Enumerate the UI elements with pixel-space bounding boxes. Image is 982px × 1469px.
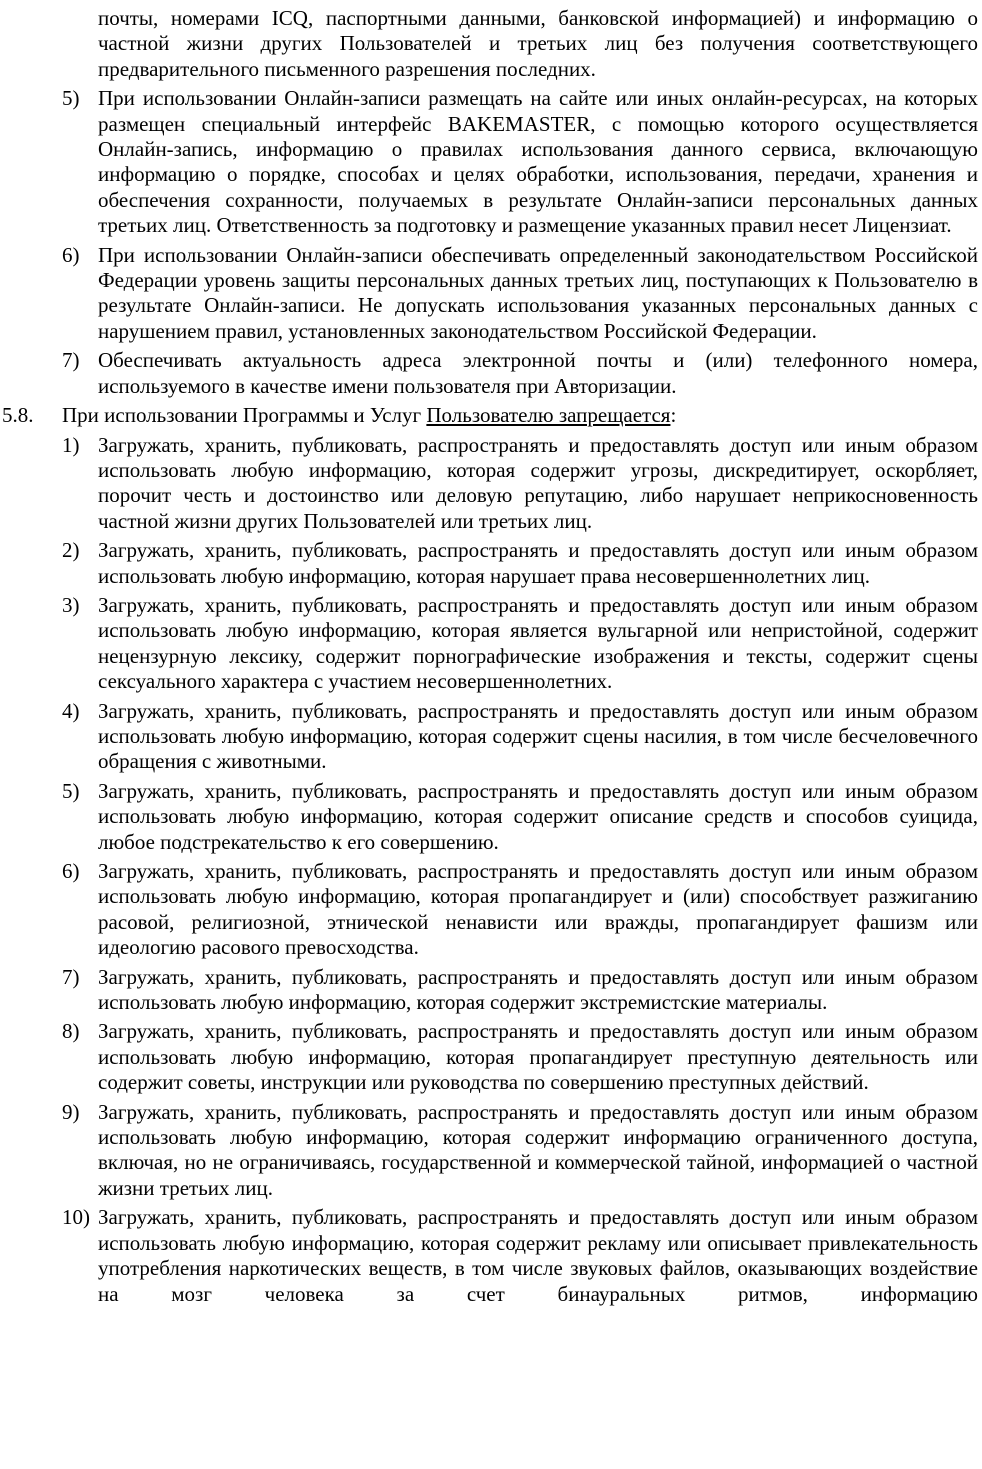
section-text-underlined: Пользователю запрещается [426, 403, 671, 428]
prohibited-item-10 [0, 1205, 978, 1307]
list-item-marker: 7) [62, 964, 80, 989]
list-item-upper-7 [0, 348, 978, 399]
prohibited-item-5 [0, 779, 978, 855]
list-item-text: Загружать, хранить, публиковать, распространять и предоставлять доступ или иным образом использовать любую информацию, которая содержит информацию ограниченного доступа, включая, но не ограничиваясь, государственной и коммерческой тайной, информацией о частной жизни третьих лиц. [98, 1099, 978, 1200]
list-item-marker: 6) [62, 242, 80, 267]
list-item-text: Загружать, хранить, публиковать, распространять и предоставлять доступ или иным образом использовать любую информацию, которая содержит экстремистские материалы. [98, 964, 978, 1015]
prohibited-item-3 [0, 593, 978, 695]
list-item-text: Загружать, хранить, публиковать, распространять и предоставлять доступ или иным образом использовать любую информацию, которая содержит описание средств и способов суицида, любое подстрекательство к его совершению. [98, 778, 978, 854]
list-item-marker: 5) [62, 86, 80, 111]
list-item-text: Загружать, хранить, публиковать, распространять и предоставлять доступ или иным образом использовать любую информацию, которая пропагандирует преступную деятельность или содержит советы, инструкции или руководства по совершению преступных действий. [98, 1019, 978, 1095]
list-item-text: При использовании Онлайн-записи размещать на сайте или иных онлайн-ресурсах, на которых размещен специальный интерфейс BAKEMASTER, с помощью которого осуществляется Онлайн-запись, информацию о правилах использования данного сервиса, включающую информацию о порядке, способах и целях обработки, использования, передачи, хранения и обеспечения сохранности, получаемых в результате Онлайн-записи персональных данных третьих лиц. Ответственность за подготовку и размещение указанных правил несет Лицензиат. [98, 86, 978, 238]
list-item-text: При использовании Онлайн-записи обеспечивать определенный законодательством Российской Федерации уровень защиты персональных данных третьих лиц, поступающих к Пользователю в результате Онлайн-записи. Не допускать использования указанных персональных данных с нарушением правил, установленных законодательством Российской Федерации. [98, 242, 978, 343]
section-number: 5.8. [2, 403, 34, 428]
prohibited-item-4 [0, 699, 978, 775]
list-item-marker: 2) [62, 538, 80, 563]
list-item-marker: 3) [62, 592, 80, 617]
list-item-text: Обеспечивать актуальность адреса электронной почты и (или) телефонного номера, используемого в качестве имени пользователя при Авторизации. [98, 348, 978, 398]
list-item-marker: 8) [62, 1019, 80, 1044]
section-heading-5-8 [0, 403, 978, 428]
paragraph-continuation: почты, номерами ICQ, паспортными данными, банковской информацией) и информацию о частной жизни других Пользователей и третьих лиц без получения соответствующего предварительного письменного разрешения последних. [98, 6, 978, 81]
prohibited-item-8 [0, 1019, 978, 1095]
prohibited-item-6 [0, 859, 978, 961]
prohibited-item-7 [0, 965, 978, 1016]
prohibited-item-9 [0, 1100, 978, 1202]
list-item-marker: 10) [62, 1205, 90, 1230]
section-text-colon: : [670, 403, 677, 428]
list-item-marker: 6) [62, 859, 80, 883]
list-item-upper-6 [0, 243, 978, 345]
list-item-marker: 9) [62, 1099, 80, 1124]
prohibited-item-1 [0, 433, 978, 535]
list-item-marker: 7) [62, 348, 80, 373]
list-item-text: Загружать, хранить, публиковать, распространять и предоставлять доступ или иным образом использовать любую информацию, которая пропагандирует и (или) способствует разжиганию расовой, религиозной, этнической ненависти или вражды, пропагандирует фашизм или идеологию расового превосходства. [98, 859, 978, 960]
list-item-upper-5 [0, 86, 978, 238]
section-text: При использовании Программы и Услуг [62, 403, 427, 428]
prohibited-item-2 [0, 538, 978, 589]
list-item-text: Загружать, хранить, публиковать, распространять и предоставлять доступ или иным образом использовать любую информацию, которая содержит угрозы, дискредитирует, оскорбляет, порочит честь и достоинство или деловую репутацию, либо нарушает неприкосновенность частной жизни других Пользователей или третьих лиц. [98, 432, 978, 533]
list-item-text: Загружать, хранить, публиковать, распространять и предоставлять доступ или иным образом использовать любую информацию, которая нарушает права несовершеннолетних лиц. [98, 538, 978, 588]
list-item-text: Загружать, хранить, публиковать, распространять и предоставлять доступ или иным образом использовать любую информацию, которая содержит рекламу или описывает привлекательность употребления наркотических веществ, в том числе звуковых файлов, оказывающих воздействие на мозг человека за счет бинауральных ритмов, информацию [98, 1205, 978, 1306]
list-item-text: Загружать, хранить, публиковать, распространять и предоставлять доступ или иным образом использовать любую информацию, которая содержит сцены насилия, в том числе бесчеловечного обращения с животными. [98, 698, 978, 774]
list-item-marker: 1) [62, 432, 80, 457]
list-item-marker: 5) [62, 778, 80, 803]
list-item-marker: 4) [62, 698, 80, 723]
list-item-text: Загружать, хранить, публиковать, распространять и предоставлять доступ или иным образом использовать любую информацию, которая является вульгарной или непристойной, содержит нецензурную лексику, содержит порнографические изображения и тексты, содержит сцены сексуального характера с участием несовершеннолетних. [98, 592, 978, 694]
